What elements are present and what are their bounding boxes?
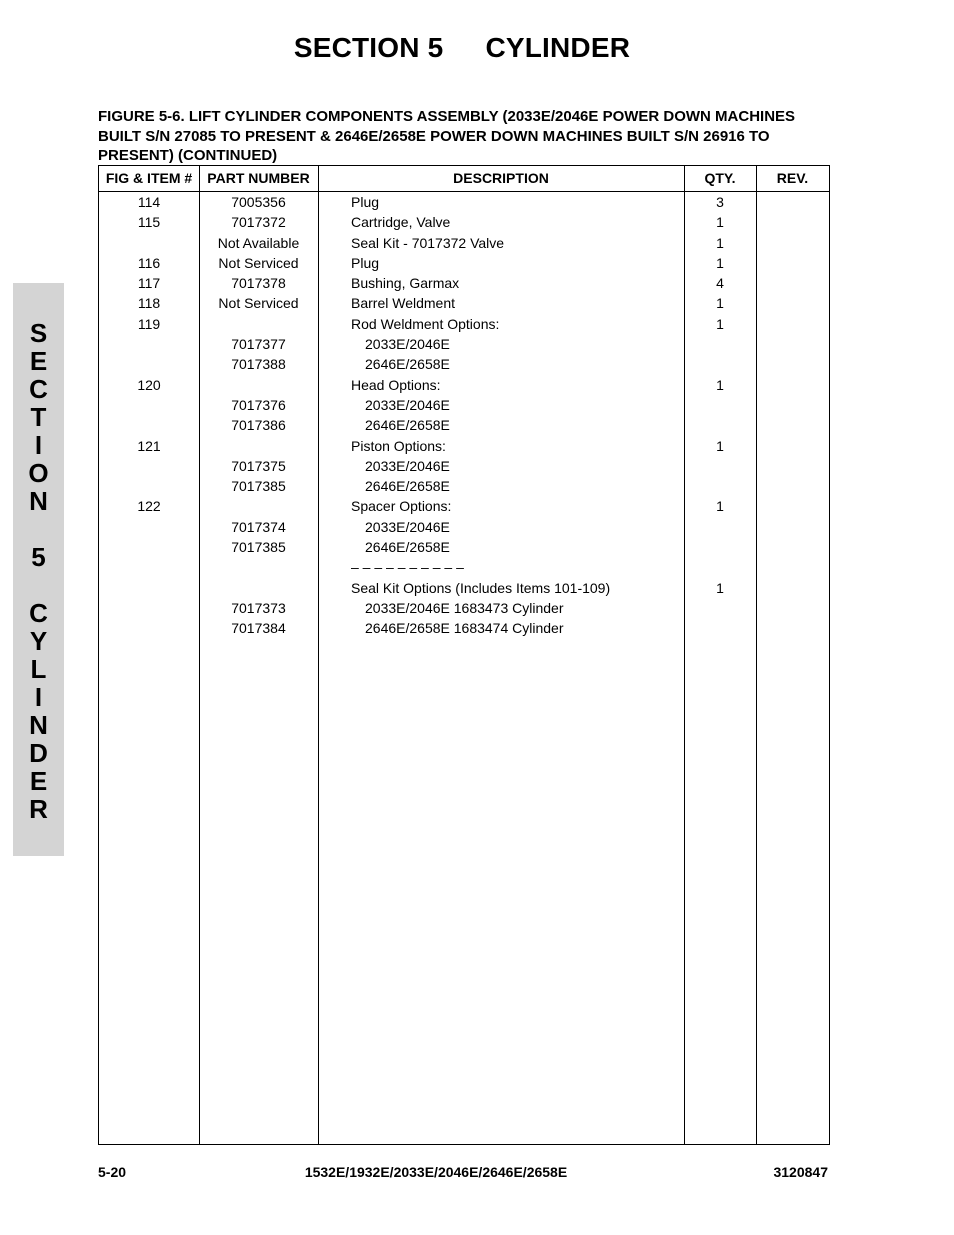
side-tab-letter: N: [29, 486, 48, 516]
table-row: [99, 415, 829, 435]
description-cell: Head Options:: [351, 376, 441, 393]
header-part-number: PART NUMBER: [207, 170, 310, 186]
table-header-row: [99, 166, 829, 192]
description-cell: 2033E/2046E: [365, 518, 450, 535]
side-tab-letter: C: [29, 598, 48, 628]
item-cell: 122: [137, 498, 161, 515]
table-row: [99, 314, 829, 334]
qty-cell: 1: [716, 437, 724, 454]
table-row: [99, 212, 829, 232]
description-cell: Bushing, Garmax: [351, 275, 460, 292]
part-number-cell: 7017376: [231, 396, 286, 413]
part-number-cell: 7017386: [231, 417, 286, 434]
description-cell: 2646E/2658E: [365, 539, 450, 556]
description-cell: Plug: [351, 194, 380, 210]
description-cell: 2033E/2046E: [365, 396, 450, 413]
table-row: [99, 233, 829, 253]
description-cell: Seal Kit - 7017372 Valve: [351, 234, 505, 251]
table-row: [99, 598, 829, 618]
description-cell: 2646E/2658E: [365, 478, 450, 495]
part-number-cell: 7017378: [231, 275, 286, 292]
description-cell: Seal Kit Options (Includes Items 101-109): [351, 579, 611, 596]
model-list: 1532E/1932E/2033E/2046E/2646E/2658E: [304, 1164, 568, 1180]
part-number-cell: 7017384: [231, 620, 286, 637]
qty-cell: 3: [716, 194, 724, 210]
description-cell: Barrel Weldment: [351, 295, 456, 312]
table-row: [99, 273, 829, 293]
table-row: [99, 456, 829, 476]
table-row: [99, 354, 829, 374]
qty-cell: 1: [716, 234, 724, 251]
side-tab-letter: C: [29, 374, 48, 404]
description-cell: Rod Weldment Options:: [351, 315, 500, 332]
side-tab-letter: T: [30, 402, 47, 432]
description-cell: 2033E/2046E 1683473 Cylinder: [365, 599, 564, 616]
part-number-cell: 7017385: [231, 478, 286, 495]
part-number-cell: 7017388: [231, 356, 286, 373]
side-tab-letter: [13, 571, 64, 599]
description-cell: Piston Options:: [351, 437, 446, 454]
header-fig-item: FIG & ITEM #: [105, 170, 193, 186]
qty-cell: 1: [716, 315, 724, 332]
description-cell: 2033E/2046E: [365, 457, 450, 474]
qty-cell: 1: [716, 579, 724, 596]
qty-cell: 1: [716, 376, 724, 393]
description-cell: 2646E/2658E: [365, 356, 450, 373]
item-cell: 114: [137, 194, 161, 210]
table-row: [99, 395, 829, 415]
parts-table: [98, 165, 830, 1145]
part-number-cell: 7017377: [231, 336, 286, 353]
side-tab-letter: [13, 515, 64, 543]
table-row: [99, 517, 829, 537]
table-row: [99, 334, 829, 354]
table-row: [99, 618, 829, 638]
section-side-tab: [13, 283, 64, 856]
item-cell: 121: [137, 437, 161, 454]
part-number-cell: 7017372: [231, 214, 286, 231]
part-number-cell: 7017375: [231, 457, 286, 474]
side-tab-letter: L: [30, 654, 47, 684]
header-rev: REV.: [776, 170, 809, 186]
item-cell: 117: [137, 275, 161, 292]
qty-cell: 1: [716, 254, 724, 271]
side-tab-letter: S: [29, 318, 48, 348]
side-tab-letter: O: [28, 458, 49, 488]
table-body: [99, 192, 829, 639]
part-number-cell: Not Available: [217, 234, 300, 251]
qty-cell: 1: [716, 498, 724, 515]
part-number-cell: 7017373: [231, 599, 286, 616]
item-cell: 119: [137, 315, 161, 332]
side-tab-letter: N: [29, 710, 48, 740]
qty-cell: 1: [716, 295, 724, 312]
side-tab-letter: I: [34, 430, 43, 460]
header-qty: QTY.: [704, 170, 736, 186]
item-cell: 115: [137, 214, 161, 231]
page-number: 5-20: [98, 1164, 127, 1180]
side-tab-letter: E: [29, 766, 48, 796]
table-row: [99, 192, 829, 212]
part-number-cell: Not Serviced: [218, 254, 299, 271]
side-tab-letter: E: [29, 346, 48, 376]
table-row: [99, 293, 829, 313]
qty-cell: 4: [716, 275, 724, 292]
section-title: CYLINDER: [485, 32, 631, 63]
table-row: [99, 253, 829, 273]
table-row: [99, 537, 829, 557]
table-row: [99, 375, 829, 395]
side-tab-letter: D: [29, 738, 48, 768]
table-row: [99, 436, 829, 456]
description-cell: 2646E/2658E 1683474 Cylinder: [365, 620, 564, 637]
section-label: SECTION 5: [293, 32, 444, 63]
side-tab-text: [13, 319, 64, 823]
description-cell: Cartridge, Valve: [351, 214, 451, 231]
table-row: [99, 476, 829, 496]
table-row: [99, 557, 829, 577]
description-cell: – – – – – – – – – –: [351, 559, 464, 576]
part-number-cell: 7005356: [231, 194, 286, 210]
document-number: 3120847: [773, 1164, 828, 1180]
part-number-cell: 7017374: [231, 518, 286, 535]
header-description: DESCRIPTION: [453, 170, 549, 186]
description-cell: 2033E/2046E: [365, 336, 450, 353]
description-cell: Spacer Options:: [351, 498, 452, 515]
table-row: [99, 578, 829, 598]
side-tab-letter: I: [34, 682, 43, 712]
part-number-cell: 7017385: [231, 539, 286, 556]
side-tab-letter: Y: [29, 626, 48, 656]
table-row: [99, 496, 829, 516]
side-tab-letter: R: [29, 794, 48, 824]
item-cell: 116: [137, 254, 161, 271]
item-cell: 120: [137, 376, 161, 393]
part-number-cell: Not Serviced: [218, 295, 299, 312]
qty-cell: 1: [716, 214, 724, 231]
description-cell: 2646E/2658E: [365, 417, 450, 434]
page-header: [0, 32, 924, 64]
side-tab-letter: 5: [31, 542, 46, 572]
item-cell: 118: [137, 295, 161, 312]
description-cell: Plug: [351, 254, 380, 271]
figure-title: FIGURE 5-6. LIFT CYLINDER COMPONENTS ASSEMBLY (2033E/2046E POWER DOWN MACHINES BUILT S/N 27085 TO PRESENT & 2646E/2658E POWER DOWN MACHINES BUILT S/N 26916 TO PRESENT) (CONTINUED): [98, 108, 796, 164]
